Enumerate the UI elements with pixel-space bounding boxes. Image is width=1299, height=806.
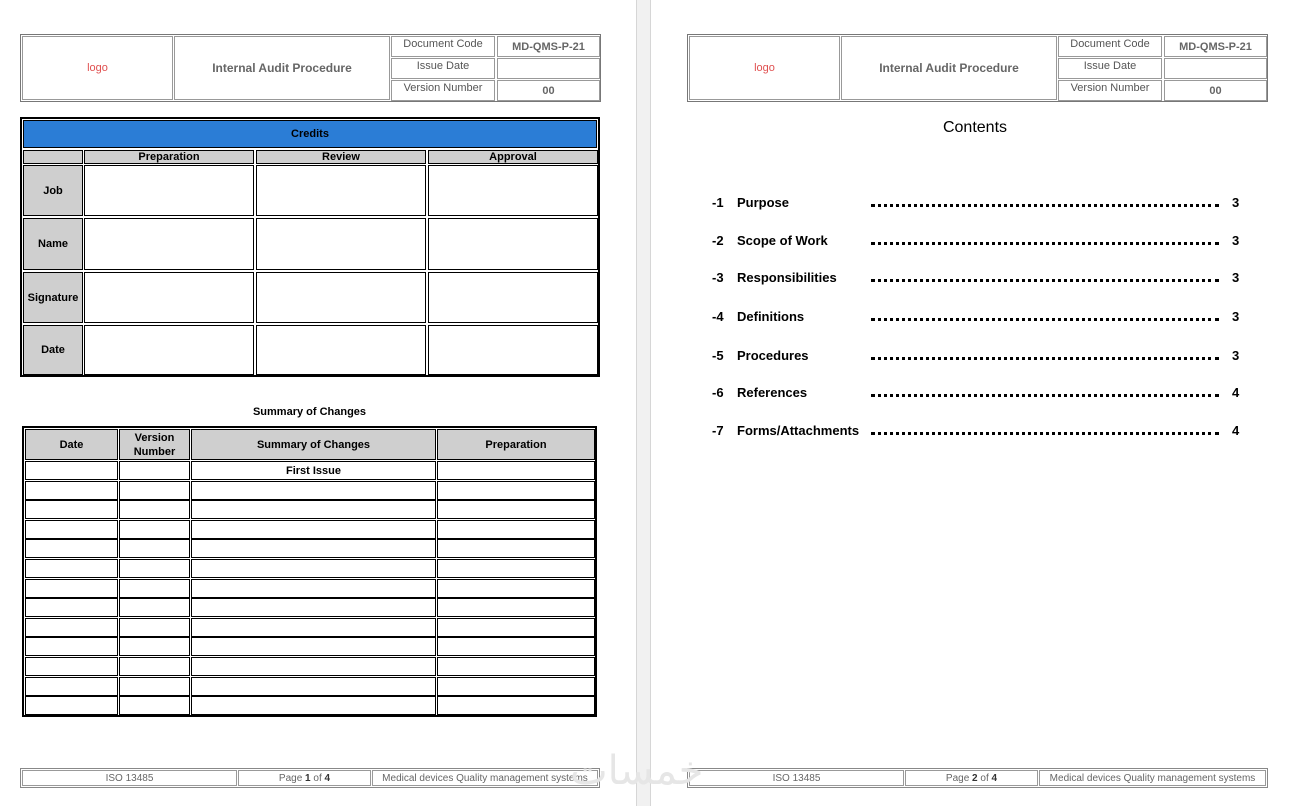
- toc-leader-dots: [871, 242, 1219, 245]
- changes-col-preparation: Preparation: [437, 429, 595, 460]
- changes-col-summary: Summary of Changes: [191, 429, 436, 460]
- changes-cell: [25, 579, 118, 598]
- changes-cell: [119, 637, 190, 656]
- changes-cell: [437, 657, 595, 676]
- toc-label: References: [737, 385, 808, 400]
- toc-leader-dots: [871, 279, 1219, 282]
- changes-cell: [437, 618, 595, 637]
- summary-of-changes-heading: Summary of Changes: [252, 406, 367, 418]
- toc-number: -2: [712, 233, 724, 248]
- changes-cell: [437, 677, 595, 696]
- toc-number: -6: [712, 385, 724, 400]
- toc-entry[interactable]: [712, 195, 1252, 213]
- logo-placeholder: logo: [22, 36, 173, 100]
- first-issue-cell: First Issue: [191, 461, 436, 480]
- credits-row-job: Job: [23, 165, 83, 216]
- toc-entry[interactable]: [712, 233, 1252, 251]
- credits-table: [20, 117, 600, 377]
- credits-cell: [256, 165, 426, 216]
- footer-page-prefix: Page: [278, 772, 303, 784]
- document-header-table: [20, 34, 601, 102]
- credits-row-name: Name: [23, 218, 83, 270]
- changes-cell: [437, 559, 595, 578]
- footer-subject: Medical devices Quality management systems: [1039, 770, 1266, 786]
- changes-cell: [437, 500, 595, 519]
- contents-heading: Contents: [942, 119, 1008, 136]
- changes-cell: [437, 696, 595, 715]
- toc-label: Definitions: [737, 309, 805, 324]
- toc-label: Forms/Attachments: [737, 423, 860, 438]
- changes-cell: [437, 637, 595, 656]
- changes-cell: [119, 618, 190, 637]
- footer-subject: Medical devices Quality management systems: [372, 770, 598, 786]
- toc-number: -3: [712, 270, 724, 285]
- changes-cell: [437, 579, 595, 598]
- changes-cell: [25, 539, 118, 558]
- credits-col-preparation: Preparation: [84, 150, 254, 164]
- toc-number: -4: [712, 309, 724, 324]
- changes-cell: [25, 500, 118, 519]
- document-code-label: Document Code: [1058, 36, 1162, 57]
- changes-cell: [119, 657, 190, 676]
- changes-cell: [191, 657, 436, 676]
- changes-cell: [25, 637, 118, 656]
- credits-col-review: Review: [256, 150, 426, 164]
- toc-page-number: 3: [1232, 270, 1240, 285]
- version-value: 00: [1164, 80, 1267, 101]
- changes-col-version: Version Number: [119, 429, 190, 460]
- changes-cell: [191, 481, 436, 500]
- changes-cell: [437, 539, 595, 558]
- changes-cell: [437, 481, 595, 500]
- changes-cell: [191, 677, 436, 696]
- document-page-1: [0, 0, 636, 806]
- credits-cell: [428, 272, 598, 323]
- footer-page-prefix: Page: [945, 772, 970, 784]
- toc-leader-dots: [871, 204, 1219, 207]
- document-title: Internal Audit Procedure: [174, 36, 390, 100]
- credits-cell: [84, 272, 254, 323]
- credits-cell: [256, 218, 426, 270]
- toc-page-number: 3: [1232, 309, 1240, 324]
- issue-date-label: Issue Date: [1058, 58, 1162, 79]
- changes-cell: [119, 677, 190, 696]
- changes-cell: [119, 696, 190, 715]
- document-page-2: [651, 0, 1299, 806]
- issue-date-value: [1164, 58, 1267, 79]
- footer-standard: ISO 13485: [689, 770, 904, 786]
- page-footer: [20, 768, 600, 788]
- changes-cell: [191, 500, 436, 519]
- changes-cell: [119, 598, 190, 617]
- credits-cell: [428, 325, 598, 375]
- toc-page-number: 4: [1232, 385, 1240, 400]
- credits-cell: [84, 218, 254, 270]
- document-code-value: MD-QMS-P-21: [1164, 36, 1267, 57]
- issue-date-value: [497, 58, 600, 79]
- document-title: Internal Audit Procedure: [841, 36, 1057, 100]
- toc-leader-dots: [871, 318, 1219, 321]
- credits-cell: [256, 325, 426, 375]
- changes-cell: [25, 559, 118, 578]
- changes-cell: [119, 481, 190, 500]
- credits-corner-cell: [23, 150, 83, 164]
- document-header-table: [687, 34, 1268, 102]
- changes-cell: [191, 637, 436, 656]
- footer-page-total: 4: [324, 772, 331, 784]
- footer-page-current: 2: [972, 772, 978, 784]
- toc-entry[interactable]: [712, 309, 1252, 327]
- credits-cell: [84, 165, 254, 216]
- changes-col-date: Date: [25, 429, 118, 460]
- toc-label: Scope of Work: [737, 233, 828, 248]
- changes-cell: [437, 461, 595, 480]
- credits-title: Credits: [23, 120, 597, 148]
- toc-entry[interactable]: [712, 270, 1252, 288]
- credits-cell: [428, 165, 598, 216]
- changes-cell: [25, 461, 118, 480]
- changes-cell: [191, 598, 436, 617]
- credits-cell: [256, 272, 426, 323]
- toc-leader-dots: [871, 357, 1219, 360]
- document-code-value: MD-QMS-P-21: [497, 36, 600, 57]
- toc-page-number: 4: [1232, 423, 1240, 438]
- version-value: 00: [497, 80, 600, 101]
- changes-cell: [25, 618, 118, 637]
- version-label: Version Number: [1058, 80, 1162, 101]
- footer-page-of: of: [980, 772, 989, 784]
- footer-page-current: 1: [305, 772, 311, 784]
- toc-page-number: 3: [1232, 233, 1240, 248]
- footer-standard: ISO 13485: [22, 770, 237, 786]
- credits-col-approval: Approval: [428, 150, 598, 164]
- changes-cell: [25, 520, 118, 539]
- watermark: خمسات: [570, 748, 704, 794]
- toc-entry[interactable]: [712, 385, 1252, 403]
- version-label: Version Number: [391, 80, 495, 101]
- changes-cell: [437, 520, 595, 539]
- toc-page-number: 3: [1232, 195, 1240, 210]
- issue-date-label: Issue Date: [391, 58, 495, 79]
- toc-number: -7: [712, 423, 724, 438]
- changes-cell: [25, 677, 118, 696]
- changes-cell: [191, 696, 436, 715]
- changes-cell: [119, 579, 190, 598]
- toc-leader-dots: [871, 432, 1219, 435]
- changes-cell: [119, 559, 190, 578]
- footer-page-number: [905, 770, 1038, 786]
- changes-cell: [191, 579, 436, 598]
- credits-cell: [84, 325, 254, 375]
- changes-cell: [119, 500, 190, 519]
- toc-label: Procedures: [737, 348, 809, 363]
- toc-page-number: 3: [1232, 348, 1240, 363]
- footer-page-number: [238, 770, 371, 786]
- changes-cell: [437, 598, 595, 617]
- changes-cell: [119, 539, 190, 558]
- toc-number: -1: [712, 195, 724, 210]
- changes-cell: [25, 598, 118, 617]
- toc-label: Purpose: [737, 195, 790, 210]
- toc-number: -5: [712, 348, 724, 363]
- logo-placeholder: logo: [689, 36, 840, 100]
- footer-page-of: of: [313, 772, 322, 784]
- changes-cell: [119, 461, 190, 480]
- changes-cell: [191, 559, 436, 578]
- changes-cell: [191, 539, 436, 558]
- changes-cell: [191, 618, 436, 637]
- changes-cell: [25, 696, 118, 715]
- credits-row-date: Date: [23, 325, 83, 375]
- page-gutter: [636, 0, 651, 806]
- toc-label: Responsibilities: [737, 270, 837, 285]
- changes-cell: [25, 481, 118, 500]
- toc-entry[interactable]: [712, 423, 1252, 441]
- footer-page-total: 4: [991, 772, 998, 784]
- credits-cell: [428, 218, 598, 270]
- toc-entry[interactable]: [712, 348, 1252, 366]
- page-footer: [687, 768, 1268, 788]
- credits-row-signature: Signature: [23, 272, 83, 323]
- changes-cell: [191, 520, 436, 539]
- summary-of-changes-table: [22, 426, 597, 717]
- changes-cell: [119, 520, 190, 539]
- toc-leader-dots: [871, 394, 1219, 397]
- document-code-label: Document Code: [391, 36, 495, 57]
- changes-cell: [25, 657, 118, 676]
